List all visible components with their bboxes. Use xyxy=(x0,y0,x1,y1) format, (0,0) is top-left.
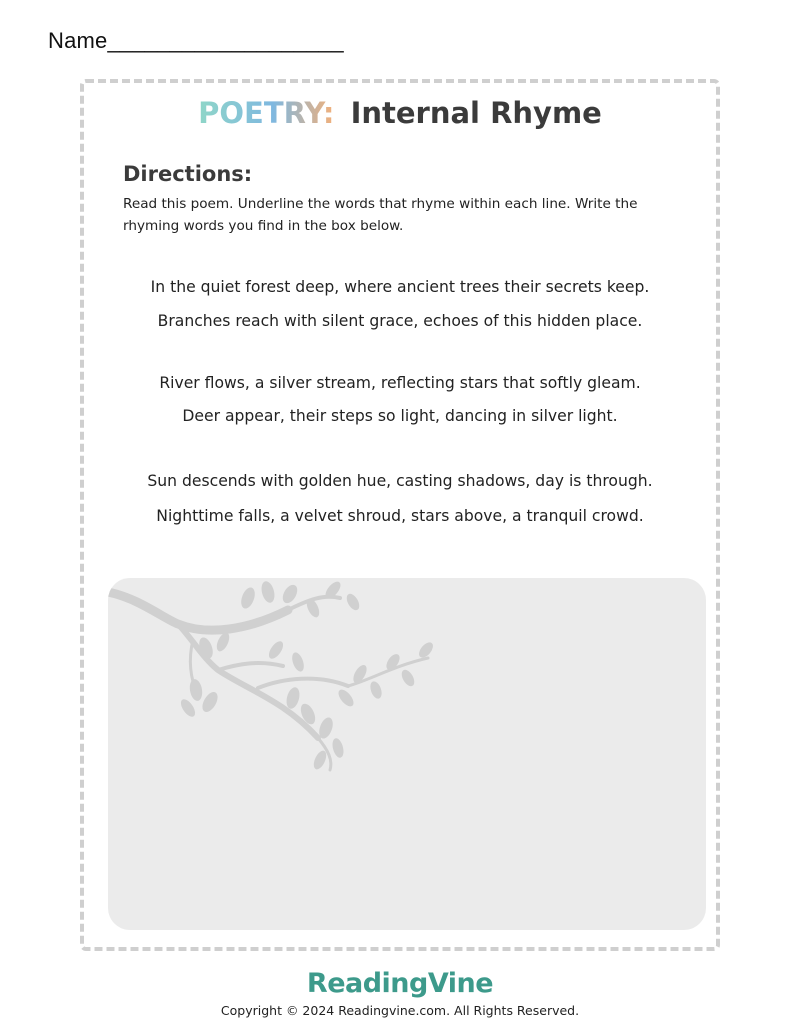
copyright-notice: Copyright © 2024 Readingvine.com. All Rights Reserved. xyxy=(220,1003,580,1018)
answer-box[interactable] xyxy=(108,578,706,930)
poem-line-3: River flows, a silver stream, reflecting stars that softly gleam. xyxy=(159,374,641,392)
poem-line-6: Nighttime falls, a velvet shroud, stars above, a tranquil crowd. xyxy=(156,507,644,525)
directions-heading: Directions: xyxy=(123,162,253,186)
worksheet-title xyxy=(0,96,800,130)
title-prefix: POETRY: xyxy=(198,96,335,130)
readingvine-logo: ReadingVine xyxy=(306,968,494,999)
name-field-label: Name___________________ xyxy=(48,28,344,53)
tree-branch-icon xyxy=(108,578,448,778)
poem-line-1: In the quiet forest deep, where ancient trees their secrets keep. xyxy=(150,278,650,296)
poem-line-2: Branches reach with silent grace, echoes of this hidden place. xyxy=(157,312,643,330)
poem-line-5: Sun descends with golden hue, casting shadows, day is through. xyxy=(147,472,653,490)
title-topic: Internal Rhyme xyxy=(350,96,602,130)
poem-line-4: Deer appear, their steps so light, dancing in silver light. xyxy=(182,407,618,425)
directions-text: Read this poem. Underline the words that rhyme within each line. Write the rhyming words you find in the box below. xyxy=(123,196,638,234)
